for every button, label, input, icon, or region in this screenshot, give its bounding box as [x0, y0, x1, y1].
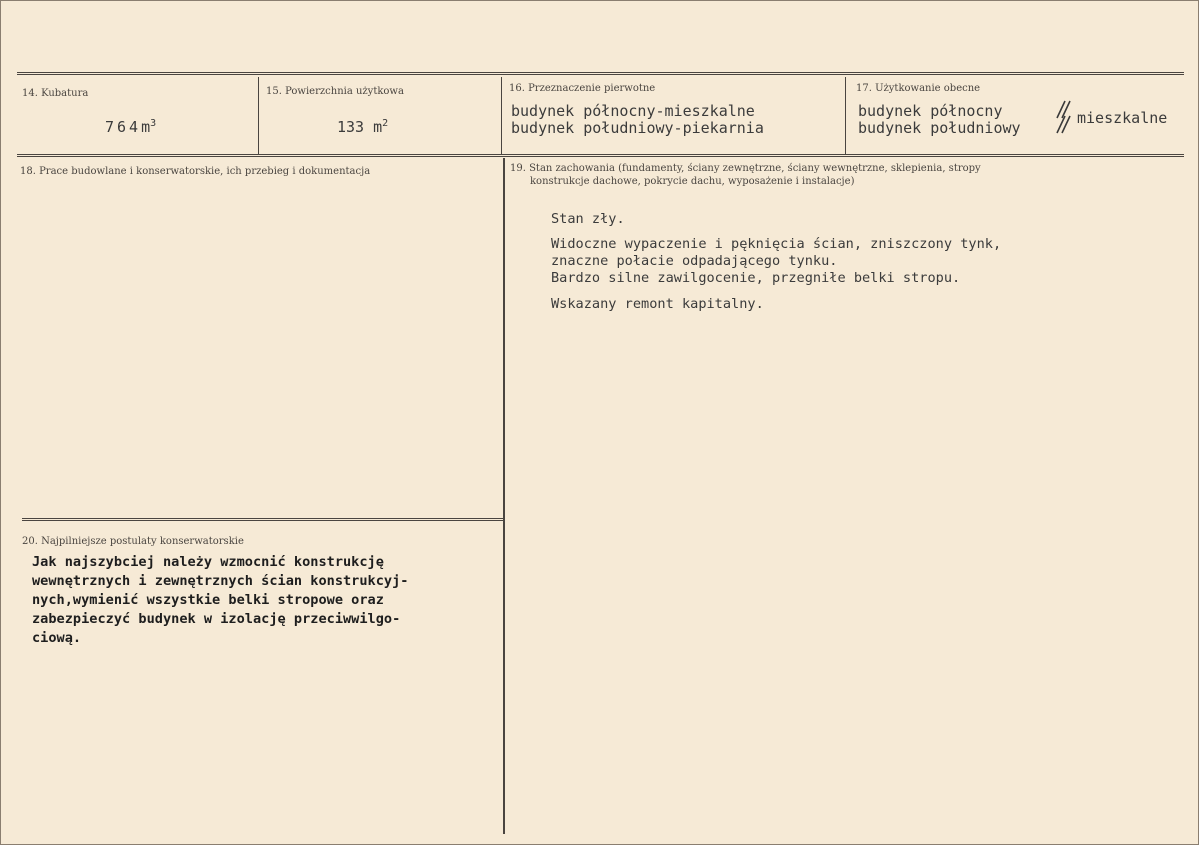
divider-14-15: [258, 77, 259, 155]
field-15-value: [337, 118, 388, 136]
field-17-use: mieszkalne: [1077, 109, 1168, 127]
field-14-label: 14. Kubatura: [22, 88, 89, 99]
cubature-number: 764: [105, 118, 142, 136]
field-17-line-1: budynek północny: [858, 102, 1003, 120]
section20-rule: [22, 518, 503, 521]
field-20-line-5: ciową.: [32, 630, 82, 646]
field-17-label: 17. Użytkowanie obecne: [856, 83, 981, 94]
divider-left-right: [503, 158, 505, 834]
row-separator-rule: [17, 154, 1184, 157]
field-20-line-4: zabezpieczyć budynek w izolację przeciwwilgo-: [32, 611, 401, 627]
cubature-unit: m: [141, 118, 151, 136]
area-number: 133: [337, 118, 365, 136]
divider-16-17: [845, 77, 846, 155]
field-20-label: 20. Najpilniejsze postulaty konserwatorskie: [22, 536, 244, 547]
field-17-line-2: budynek południowy: [858, 119, 1021, 137]
field-20-line-2: wewnętrznych i zewnętrznych ścian konstrukcyj-: [32, 573, 409, 589]
field-16-line-2: budynek południowy-piekarnia: [511, 119, 764, 137]
field-20-line-3: nych,wymienić wszystkie belki stropowe oraz: [32, 592, 384, 608]
field-19-line-3: znaczne połacie odpadającego tynku.: [551, 253, 838, 269]
field-16-label: 16. Przeznaczenie pierwotne: [509, 83, 656, 94]
double-slash-mark: [1052, 98, 1074, 140]
field-19-label-line-2: konstrukcje dachowe, pokrycie dachu, wyposażenie i instalacje): [530, 176, 855, 187]
field-19-line-4: Bardzo silne zawilgocenie, przegniłe belki stropu.: [551, 270, 961, 286]
area-unit: m: [373, 118, 383, 136]
field-19-line-1: Stan zły.: [551, 211, 625, 227]
field-19-line-2: Widoczne wypaczenie i pęknięcia ścian, zniszczony tynk,: [551, 236, 1002, 252]
area-exponent: 2: [382, 118, 389, 129]
field-19-label-line-1: 19. Stan zachowania (fundamenty, ściany zewnętrzne, ściany wewnętrzne, sklepienia, stropy: [510, 163, 981, 174]
field-16-line-1: budynek północny-mieszkalne: [511, 102, 755, 120]
top-rule: [17, 72, 1184, 75]
field-20-line-1: Jak najszybciej należy wzmocnić konstrukcję: [32, 554, 384, 570]
field-14-value: [105, 118, 159, 136]
field-19-line-5: Wskazany remont kapitalny.: [551, 296, 764, 312]
divider-15-16: [501, 77, 502, 155]
field-15-label: 15. Powierzchnia użytkowa: [266, 86, 404, 97]
field-18-label: 18. Prace budowlane i konserwatorskie, ich przebieg i dokumentacja: [20, 166, 371, 177]
cubature-exponent: 3: [150, 118, 160, 129]
